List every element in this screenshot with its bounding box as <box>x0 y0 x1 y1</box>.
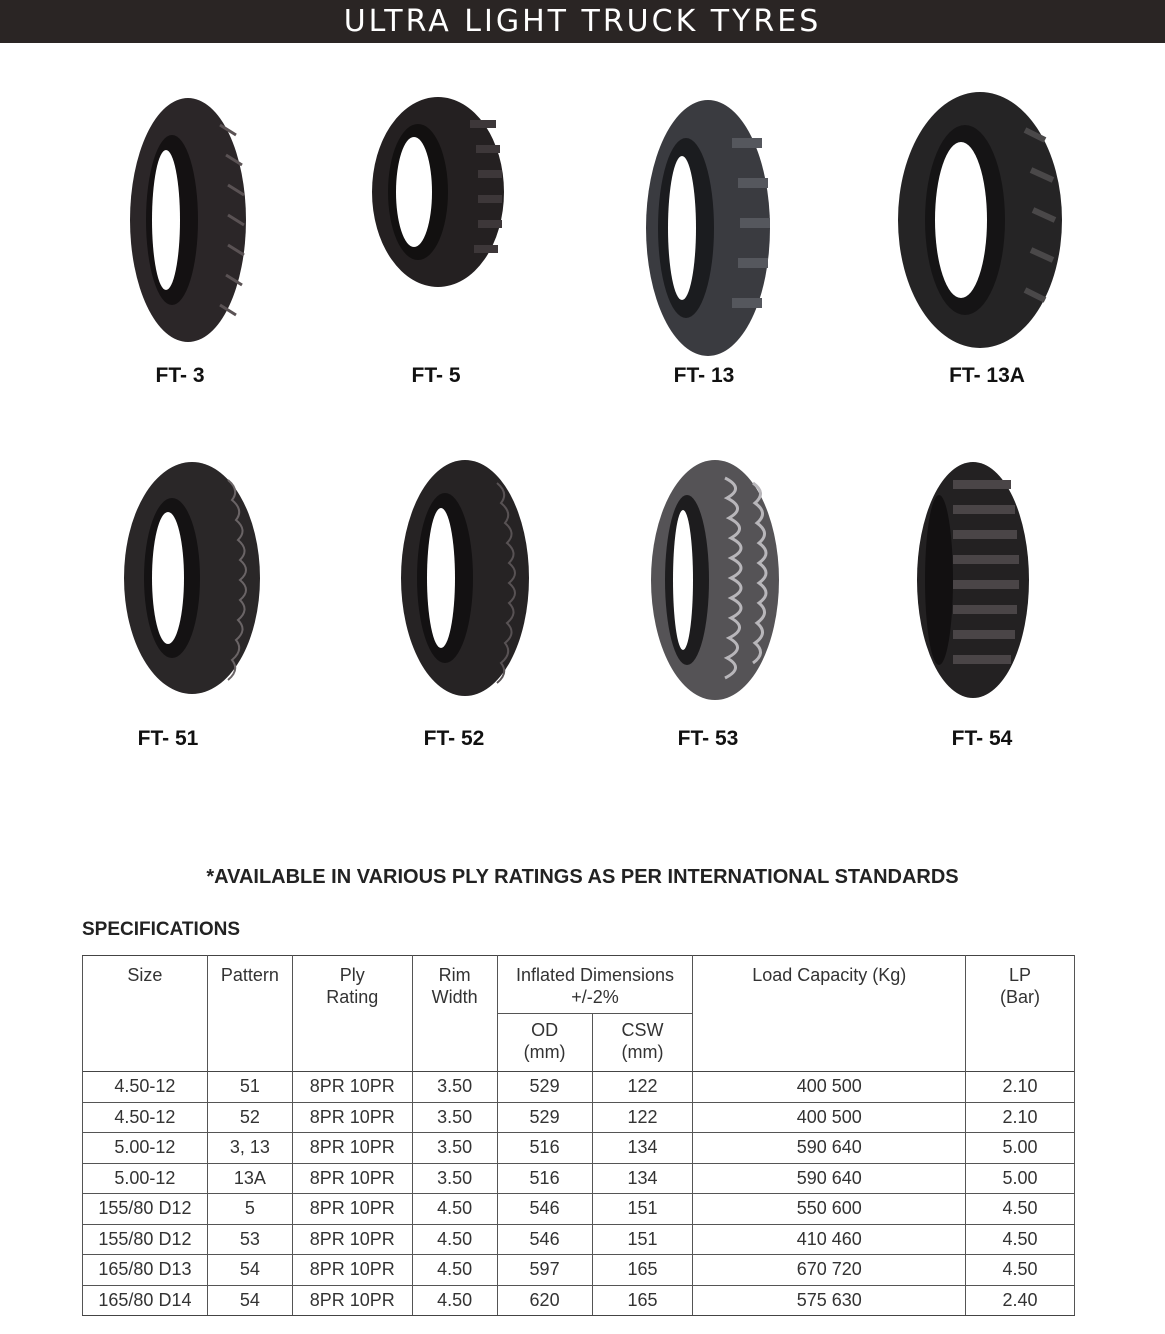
cell-size: 4.50-12 <box>83 1072 208 1103</box>
cell-pattern: 5 <box>207 1194 292 1225</box>
cell-od: 597 <box>497 1255 592 1286</box>
page-title: ULTRA LIGHT TRUCK TYRES <box>0 0 1165 43</box>
cell-ply: 8PR 10PR <box>292 1102 412 1133</box>
cell-ply: 8PR 10PR <box>292 1285 412 1316</box>
cell-ply: 8PR 10PR <box>292 1163 412 1194</box>
header-inflated-dimensions: Inflated Dimensions +/-2% <box>497 956 693 1014</box>
header-csw: CSW (mm) <box>592 1014 693 1072</box>
cell-od: 529 <box>497 1102 592 1133</box>
cell-ply: 8PR 10PR <box>292 1224 412 1255</box>
cell-load: 400 500 <box>693 1072 966 1103</box>
cell-pattern: 53 <box>207 1224 292 1255</box>
tyre-image-ft54 <box>895 460 1055 700</box>
specifications-heading: SPECIFICATIONS <box>82 919 240 940</box>
cell-size: 5.00-12 <box>83 1163 208 1194</box>
specifications-table <box>82 955 1075 1316</box>
cell-od: 546 <box>497 1224 592 1255</box>
cell-rim: 4.50 <box>412 1255 497 1286</box>
cell-lp: 2.10 <box>966 1072 1075 1103</box>
cell-rim: 3.50 <box>412 1163 497 1194</box>
cell-csw: 165 <box>592 1255 693 1286</box>
table-row <box>83 1072 1075 1103</box>
cell-size: 155/80 D12 <box>83 1224 208 1255</box>
cell-lp: 4.50 <box>966 1194 1075 1225</box>
cell-size: 165/80 D13 <box>83 1255 208 1286</box>
cell-size: 155/80 D12 <box>83 1194 208 1225</box>
header-pattern: Pattern <box>207 956 292 1072</box>
header-size: Size <box>83 956 208 1072</box>
table-row <box>83 1285 1075 1316</box>
cell-rim: 3.50 <box>412 1133 497 1164</box>
cell-load: 590 640 <box>693 1163 966 1194</box>
cell-lp: 2.40 <box>966 1285 1075 1316</box>
cell-od: 620 <box>497 1285 592 1316</box>
tyre-image-ft53 <box>635 458 795 703</box>
table-row <box>83 1194 1075 1225</box>
header-ply-rating: Ply Rating <box>292 956 412 1072</box>
tyre-image-ft13 <box>628 98 788 360</box>
cell-rim: 4.50 <box>412 1194 497 1225</box>
cell-pattern: 13A <box>207 1163 292 1194</box>
tyre-label-ft5: FT- 5 <box>411 364 461 387</box>
cell-load: 575 630 <box>693 1285 966 1316</box>
ply-rating-note: *AVAILABLE IN VARIOUS PLY RATINGS AS PER INTERNATIONAL STANDARDS <box>206 866 959 888</box>
header-lp: LP (Bar) <box>966 956 1075 1072</box>
header-od: OD (mm) <box>497 1014 592 1072</box>
cell-rim: 4.50 <box>412 1224 497 1255</box>
table-row <box>83 1163 1075 1194</box>
header-rim-width: Rim Width <box>412 956 497 1072</box>
cell-lp: 5.00 <box>966 1133 1075 1164</box>
cell-load: 590 640 <box>693 1133 966 1164</box>
cell-rim: 4.50 <box>412 1285 497 1316</box>
cell-csw: 134 <box>592 1163 693 1194</box>
tyre-image-ft51 <box>110 460 270 696</box>
tyre-label-ft3: FT- 3 <box>155 364 205 387</box>
cell-od: 546 <box>497 1194 592 1225</box>
table-row <box>83 1224 1075 1255</box>
cell-size: 165/80 D14 <box>83 1285 208 1316</box>
tyre-label-ft51: FT- 51 <box>137 727 199 750</box>
cell-lp: 5.00 <box>966 1163 1075 1194</box>
cell-pattern: 52 <box>207 1102 292 1133</box>
cell-od: 529 <box>497 1072 592 1103</box>
cell-load: 550 600 <box>693 1194 966 1225</box>
cell-ply: 8PR 10PR <box>292 1194 412 1225</box>
cell-pattern: 51 <box>207 1072 292 1103</box>
cell-pattern: 54 <box>207 1285 292 1316</box>
tyre-label-ft53: FT- 53 <box>677 727 739 750</box>
cell-csw: 151 <box>592 1224 693 1255</box>
cell-size: 5.00-12 <box>83 1133 208 1164</box>
cell-lp: 4.50 <box>966 1224 1075 1255</box>
table-row <box>83 1133 1075 1164</box>
tyre-label-ft54: FT- 54 <box>951 727 1013 750</box>
cell-od: 516 <box>497 1133 592 1164</box>
tyre-image-ft3 <box>108 95 268 345</box>
cell-lp: 2.10 <box>966 1102 1075 1133</box>
cell-csw: 134 <box>592 1133 693 1164</box>
tyre-label-ft13: FT- 13 <box>673 364 735 387</box>
tyre-label-ft52: FT- 52 <box>423 727 485 750</box>
table-row <box>83 1102 1075 1133</box>
cell-csw: 151 <box>592 1194 693 1225</box>
cell-csw: 122 <box>592 1102 693 1133</box>
cell-pattern: 54 <box>207 1255 292 1286</box>
cell-pattern: 3, 13 <box>207 1133 292 1164</box>
cell-ply: 8PR 10PR <box>292 1255 412 1286</box>
cell-ply: 8PR 10PR <box>292 1072 412 1103</box>
cell-rim: 3.50 <box>412 1072 497 1103</box>
cell-od: 516 <box>497 1163 592 1194</box>
cell-size: 4.50-12 <box>83 1102 208 1133</box>
cell-load: 670 720 <box>693 1255 966 1286</box>
tyre-image-ft13a <box>895 90 1055 350</box>
cell-csw: 122 <box>592 1072 693 1103</box>
cell-load: 410 460 <box>693 1224 966 1255</box>
tyre-image-ft52 <box>385 458 545 698</box>
cell-lp: 4.50 <box>966 1255 1075 1286</box>
cell-ply: 8PR 10PR <box>292 1133 412 1164</box>
cell-load: 400 500 <box>693 1102 966 1133</box>
cell-rim: 3.50 <box>412 1102 497 1133</box>
header-load-capacity: Load Capacity (Kg) <box>693 956 966 1072</box>
tyre-image-ft5 <box>358 95 518 290</box>
cell-csw: 165 <box>592 1285 693 1316</box>
table-row <box>83 1255 1075 1286</box>
tyre-label-ft13a: FT- 13A <box>949 364 1025 387</box>
